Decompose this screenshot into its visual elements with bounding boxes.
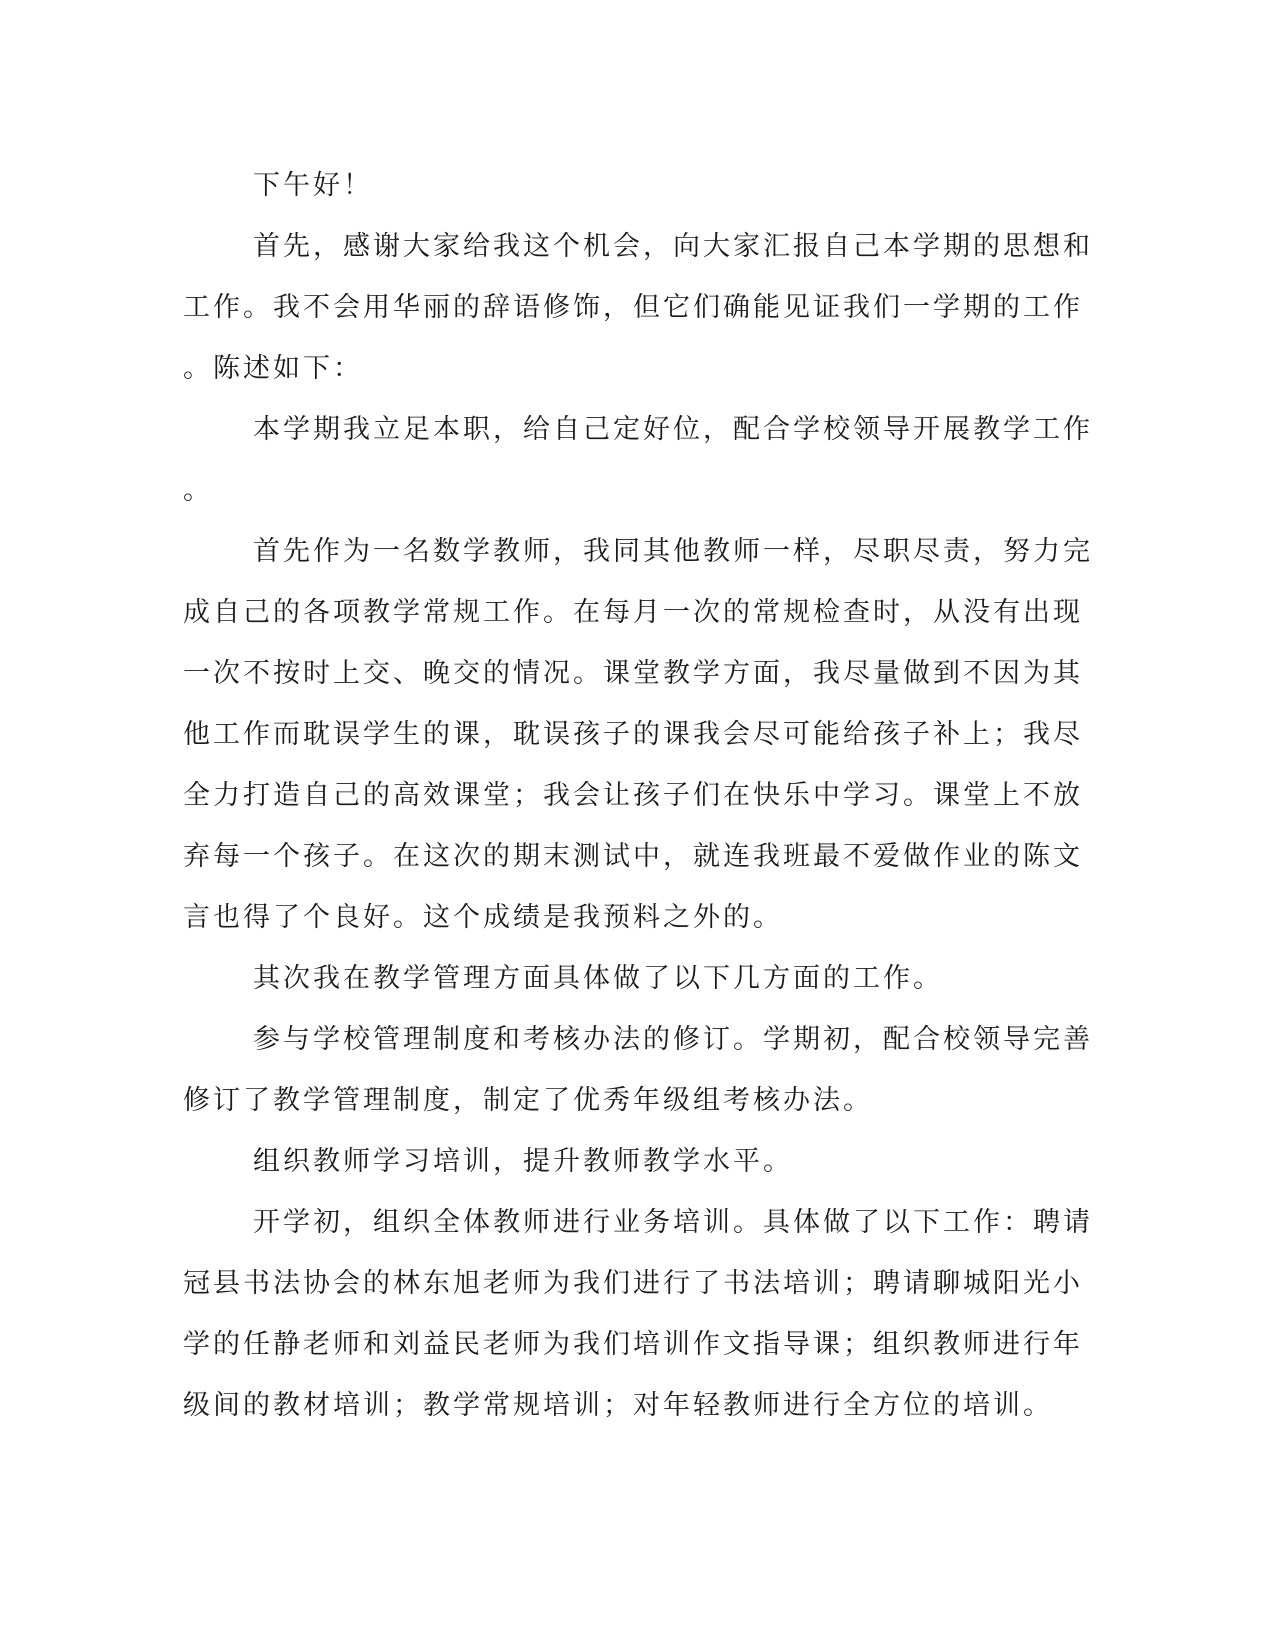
text-line: 首先作为一名数学教师，我同其他教师一样，尽职尽责，努力完	[253, 536, 1093, 567]
text-line: 其次我在教学管理方面具体做了以下几方面的工作。	[253, 963, 943, 994]
text-line: 工作。我不会用华丽的辞语修饰，但它们确能见证我们一学期的工作	[183, 292, 1083, 323]
document-body	[183, 155, 1093, 1436]
text-line: 弃每一个孩子。在这次的期末测试中，就连我班最不爱做作业的陈文	[183, 841, 1083, 872]
text-line: 冠县书法协会的林东旭老师为我们进行了书法培训；聘请聊城阳光小	[183, 1268, 1083, 1299]
text-line: 成自己的各项教学常规工作。在每月一次的常规检查时，从没有出现	[183, 597, 1083, 628]
text-line: 一次不按时上交、晚交的情况。课堂教学方面，我尽量做到不因为其	[183, 658, 1083, 689]
text-line: 首先，感谢大家给我这个机会，向大家汇报自己本学期的思想和	[253, 231, 1093, 262]
text-line: 他工作而耽误学生的课，耽误孩子的课我会尽可能给孩子补上；我尽	[183, 719, 1083, 750]
text-line: 学的任静老师和刘益民老师为我们培训作文指导课；组织教师进行年	[183, 1329, 1083, 1360]
text-line: 修订了教学管理制度，制定了优秀年级组考核办法。	[183, 1085, 873, 1116]
text-line: 参与学校管理制度和考核办法的修订。学期初，配合校领导完善	[253, 1024, 1093, 1055]
text-line: 组织教师学习培训，提升教师教学水平。	[253, 1146, 793, 1177]
text-line: 开学初，组织全体教师进行业务培训。具体做了以下工作：聘请	[253, 1207, 1093, 1238]
text-line: 本学期我立足本职，给自己定好位，配合学校领导开展教学工作	[253, 414, 1093, 445]
text-line: 下午好！	[253, 170, 373, 201]
text-line: 。陈述如下：	[183, 353, 363, 384]
text-line: 。	[183, 475, 213, 506]
text-line: 级间的教材培训；教学常规培训；对年轻教师进行全方位的培训。	[183, 1390, 1053, 1421]
text-line: 言也得了个良好。这个成绩是我预料之外的。	[183, 902, 783, 933]
text-line: 全力打造自己的高效课堂；我会让孩子们在快乐中学习。课堂上不放	[183, 780, 1083, 811]
